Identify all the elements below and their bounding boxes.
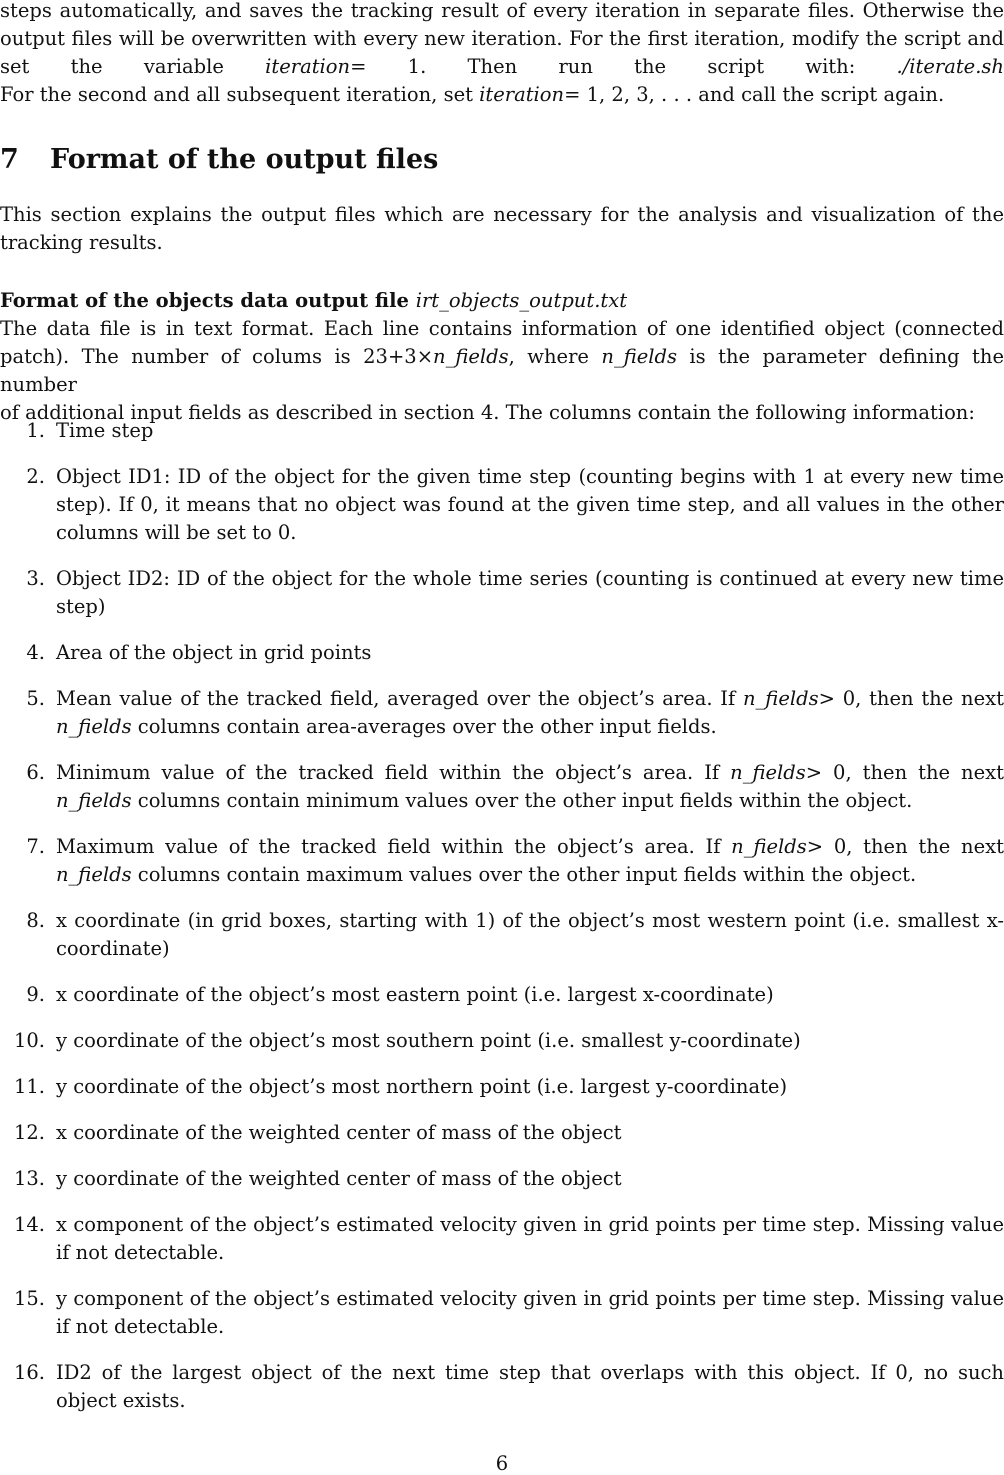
command-name: ./iterate.sh (896, 55, 1004, 78)
intro-line: output files will be overwritten with every new iteration. For the first iteration, modify the script and (0, 27, 1004, 50)
section-heading (0, 144, 438, 175)
columns-list (0, 417, 1004, 1433)
intro-paragraph (0, 0, 1004, 109)
list-item: 9. x coordinate of the object’s most eastern point (i.e. largest x-coordinate) (26, 983, 774, 1006)
section-intro-line: This section explains the output files which are necessary for the analysis and visualization of the (0, 203, 1004, 226)
variable-name: iteration (265, 55, 351, 78)
list-item: 14. x component of the object’s estimated velocity given in grid points per time step. Missing value if not detectable. (13, 1213, 1004, 1264)
section-title: Format of the output files (50, 144, 439, 175)
section-intro-paragraph (0, 201, 1004, 257)
list-item: 8. x coordinate (in grid boxes, starting with 1) of the object’s most western point (i.e. smallest x-coordinate) (26, 909, 1004, 960)
section-intro-line: tracking results. (0, 231, 163, 254)
list-item: 3. Object ID2: ID of the object for the whole time series (counting is continued at every new time step) (26, 567, 1004, 618)
objects-format-line: patch). The number of colums is 23+3×n_fields, where n_fields is the parameter defining the number (0, 345, 1004, 396)
list-item: 1. Time step (26, 419, 154, 442)
list-item: 15. y component of the object’s estimated velocity given in grid points per time step. Missing value if not detectable. (13, 1287, 1004, 1338)
objects-format-paragraph (0, 287, 1004, 427)
objects-format-line: The data file is in text format. Each line contains information of one identified object (connected (0, 317, 1004, 340)
page-number: 6 (495, 1452, 509, 1475)
list-item: 12. x coordinate of the weighted center of mass of the object (13, 1121, 622, 1144)
list-item: 10. y coordinate of the object’s most southern point (i.e. smallest y-coordinate) (13, 1029, 801, 1052)
list-item: 7. Maximum value of the tracked field within the object’s area. If n_fields> 0, then the next n_fields columns contain maximum values over the other input fields within the object. (26, 835, 1004, 886)
list-item: 13. y coordinate of the weighted center of mass of the object (13, 1167, 622, 1190)
list-item: 2. Object ID1: ID of the object for the given time step (counting begins with 1 at every new time step). If 0, it means that no object was found at the given time step, and all values in the other columns will be set to 0. (26, 465, 1004, 544)
objects-format-heading: Format of the objects data output file irt_objects_output.txt (0, 289, 628, 312)
variable-name: iteration (479, 83, 565, 106)
list-item: 11. y coordinate of the object’s most northern point (i.e. largest y-coordinate) (13, 1075, 788, 1098)
list-item: 16. ID2 of the largest object of the next time step that overlaps with this object. If 0, no such object exists. (13, 1361, 1004, 1412)
list-item: 5. Mean value of the tracked field, averaged over the object’s area. If n_fields> 0, then the next n_fields columns contain area-averages over the other input fields. (26, 687, 1004, 738)
intro-line: steps automatically, and saves the tracking result of every iteration in separate files. Otherwise the (0, 0, 1004, 22)
section-number: 7 (0, 144, 19, 175)
list-item: 4. Area of the object in grid points (26, 641, 372, 664)
file-name: irt_objects_output.txt (415, 289, 628, 312)
objects-format-line: of additional input fields as described in section 4. The columns contain the following information: (0, 401, 975, 424)
intro-line: For the second and all subsequent iteration, set iteration= 1, 2, 3, . . . and call the script again. (0, 83, 945, 106)
intro-line: set the variable iteration= 1. Then run the script with: ./iterate.sh (0, 55, 1004, 78)
list-item: 6. Minimum value of the tracked field within the object’s area. If n_fields> 0, then the next n_fields columns contain minimum values over the other input fields within the object. (26, 761, 1004, 812)
